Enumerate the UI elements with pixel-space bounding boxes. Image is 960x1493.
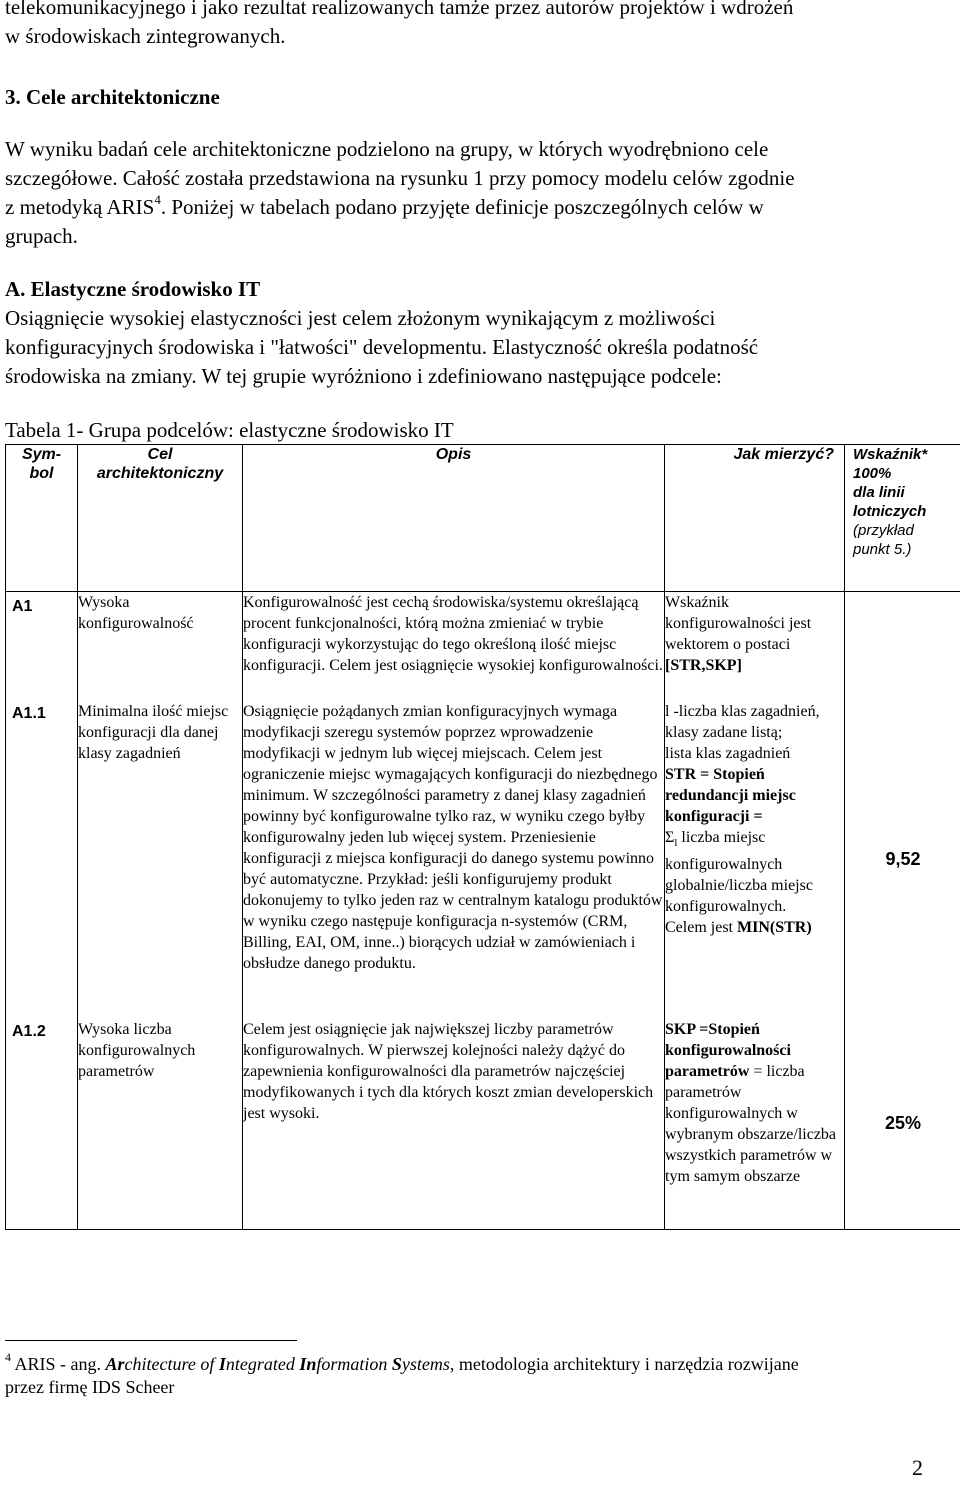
row-opis: Konfigurowalność jest cechą środowiska/systemu określającą procent funkcjonalności, którą można zmieniać w trybie konfiguracji wykorzystując do tego określoną ilość miejsc konfiguracji. Celem jest osiągnięcie wysokiej konfigurowalności. xyxy=(243,592,665,701)
footnote-ref-4: 4 xyxy=(154,192,161,207)
row-cel: Minimalna ilość miejsc konfiguracji dla danej klasy zagadnień xyxy=(78,701,243,1019)
header-wskaznik: Wskaźnik* 100% dla linii lotniczych (przykład punkt 5.) xyxy=(845,445,960,592)
group-a-line-1: Osiągnięcie wysokiej elastyczności jest celem złożonym wynikającym z możliwości xyxy=(5,306,716,330)
footnote-separator xyxy=(5,1340,297,1341)
row-symbol: A1 xyxy=(6,592,78,701)
row-jak: l -liczba klas zagadnień, klasy zadane listą; lista klas zagadnień STR = Stopień redundancji miejsc konfiguracji = $\Sigma_l$ liczba miejsc konfigurowalnych globalnie/liczba miejsc konfigurowalnych. Celem jest MIN(STR) xyxy=(665,701,845,1019)
table-row xyxy=(6,701,960,1019)
section-3-heading: 3. Cele architektoniczne xyxy=(5,85,220,109)
header-jak-mierzyc: Jak mierzyć? xyxy=(665,445,845,592)
section-3-line-3b: . Poniżej w tabelach podano przyjęte definicje poszczególnych celów w xyxy=(160,195,764,219)
group-a-line-2: konfiguracyjnych środowiska i "łatwości" developmentu. Elastyczność określa podatność xyxy=(5,335,759,359)
group-a-line-3: środowiska na zmiany. W tej grupie wyróżniono i zdefiniowano następujące podcele: xyxy=(5,364,722,388)
table-row xyxy=(6,1019,960,1230)
intro-line-1: telekomunikacyjnego i jako rezultat realizowanych tamże przez autorów projektów i wdrożeń xyxy=(5,0,794,19)
row-opis: Celem jest osiągnięcie jak największej liczby parametrów konfigurowalnych. W pierwszej kolejności należy dążyć do zapewnienia konfigurowalności dla parametrów najczęściej modyfikowanych i tych dla których koszt zmian developerskich jest wysoki. xyxy=(243,1019,665,1230)
section-3-line-3 xyxy=(5,193,764,222)
intro-line-2: w środowiskach zintegrowanych. xyxy=(5,24,286,48)
table-header-row xyxy=(6,445,960,592)
section-3-line-2: szczegółowe. Całość została przedstawiona na rysunku 1 przy pomocy modelu celów zgodnie xyxy=(5,166,795,190)
footnote-line-2: przez firmę IDS Scheer xyxy=(5,1377,175,1397)
section-3-line-1: W wyniku badań cele architektoniczne podzielono na grupy, w których wyodrębniono cele xyxy=(5,137,769,161)
group-a-heading: A. Elastyczne środowisko IT xyxy=(5,277,261,301)
row-jak: Wskaźnik konfigurowalności jest wektorem o postaci [STR,SKP] xyxy=(665,592,845,701)
table-row xyxy=(6,592,960,701)
header-cel: Cel architektoniczny xyxy=(78,445,243,592)
row-wskaznik: 25% xyxy=(845,1019,960,1230)
row-symbol: A1.1 xyxy=(6,701,78,1019)
footnote-number: 4 xyxy=(5,1350,11,1364)
row-opis: Osiągnięcie pożądanych zmian konfiguracyjnych wymaga modyfikacji szeregu systemów poprzez wprowadzenie modyfikacji w jednym lub więcej miejscach. Celem jest ograniczenie miejsc wymagających konfiguracji do niezbędnego minimum. W szczególności parametry z danej klasy zagadnień powinny być konfigurowalne tylko raz, w wyniku czego byłby konfigurowalny jeden lub więcej system. Przeniesienie konfiguracji z miejsca konfiguracji do danego systemu powinno być automatyczne. Przykład: jeśli konfigurujemy produkt dokonujemy to tylko jeden raz w centralnym katalogu produktów w wyniku czego następuje konfiguracja n-systemów (CRM, Billing, EAI, OM, inne..) biorących udział w zamówieniach i obsłudze danego produktu. xyxy=(243,701,665,1019)
row-jak: SKP =Stopień konfigurowalności parametrów = liczba parametrów konfigurowalnych w wybranym obszarze/liczba wszystkich parametrów w tym samym obszarze xyxy=(665,1019,845,1230)
subgoals-table xyxy=(5,444,960,1230)
row-cel: Wysoka konfigurowalność xyxy=(78,592,243,701)
page-number: 2 xyxy=(912,1455,923,1480)
section-3-line-4: grupach. xyxy=(5,224,78,248)
row-wskaznik: 9,52 xyxy=(845,701,960,1019)
section-3-line-3a: z metodyką ARIS xyxy=(5,195,155,219)
header-opis: Opis xyxy=(243,445,665,592)
header-symbol: Sym- bol xyxy=(6,445,78,592)
row-cel: Wysoka liczba konfigurowalnych parametrów xyxy=(78,1019,243,1230)
table-caption: Tabela 1- Grupa podcelów: elastyczne środowisko IT xyxy=(5,418,454,442)
row-symbol: A1.2 xyxy=(6,1019,78,1230)
row-wskaznik xyxy=(845,592,960,701)
footnote: $^4$ ARIS - ang. Architecture of Integrated Information Systems, metodologia architektury i narzędzia rozwijane przez firmę IDS Scheer xyxy=(5,1350,799,1397)
